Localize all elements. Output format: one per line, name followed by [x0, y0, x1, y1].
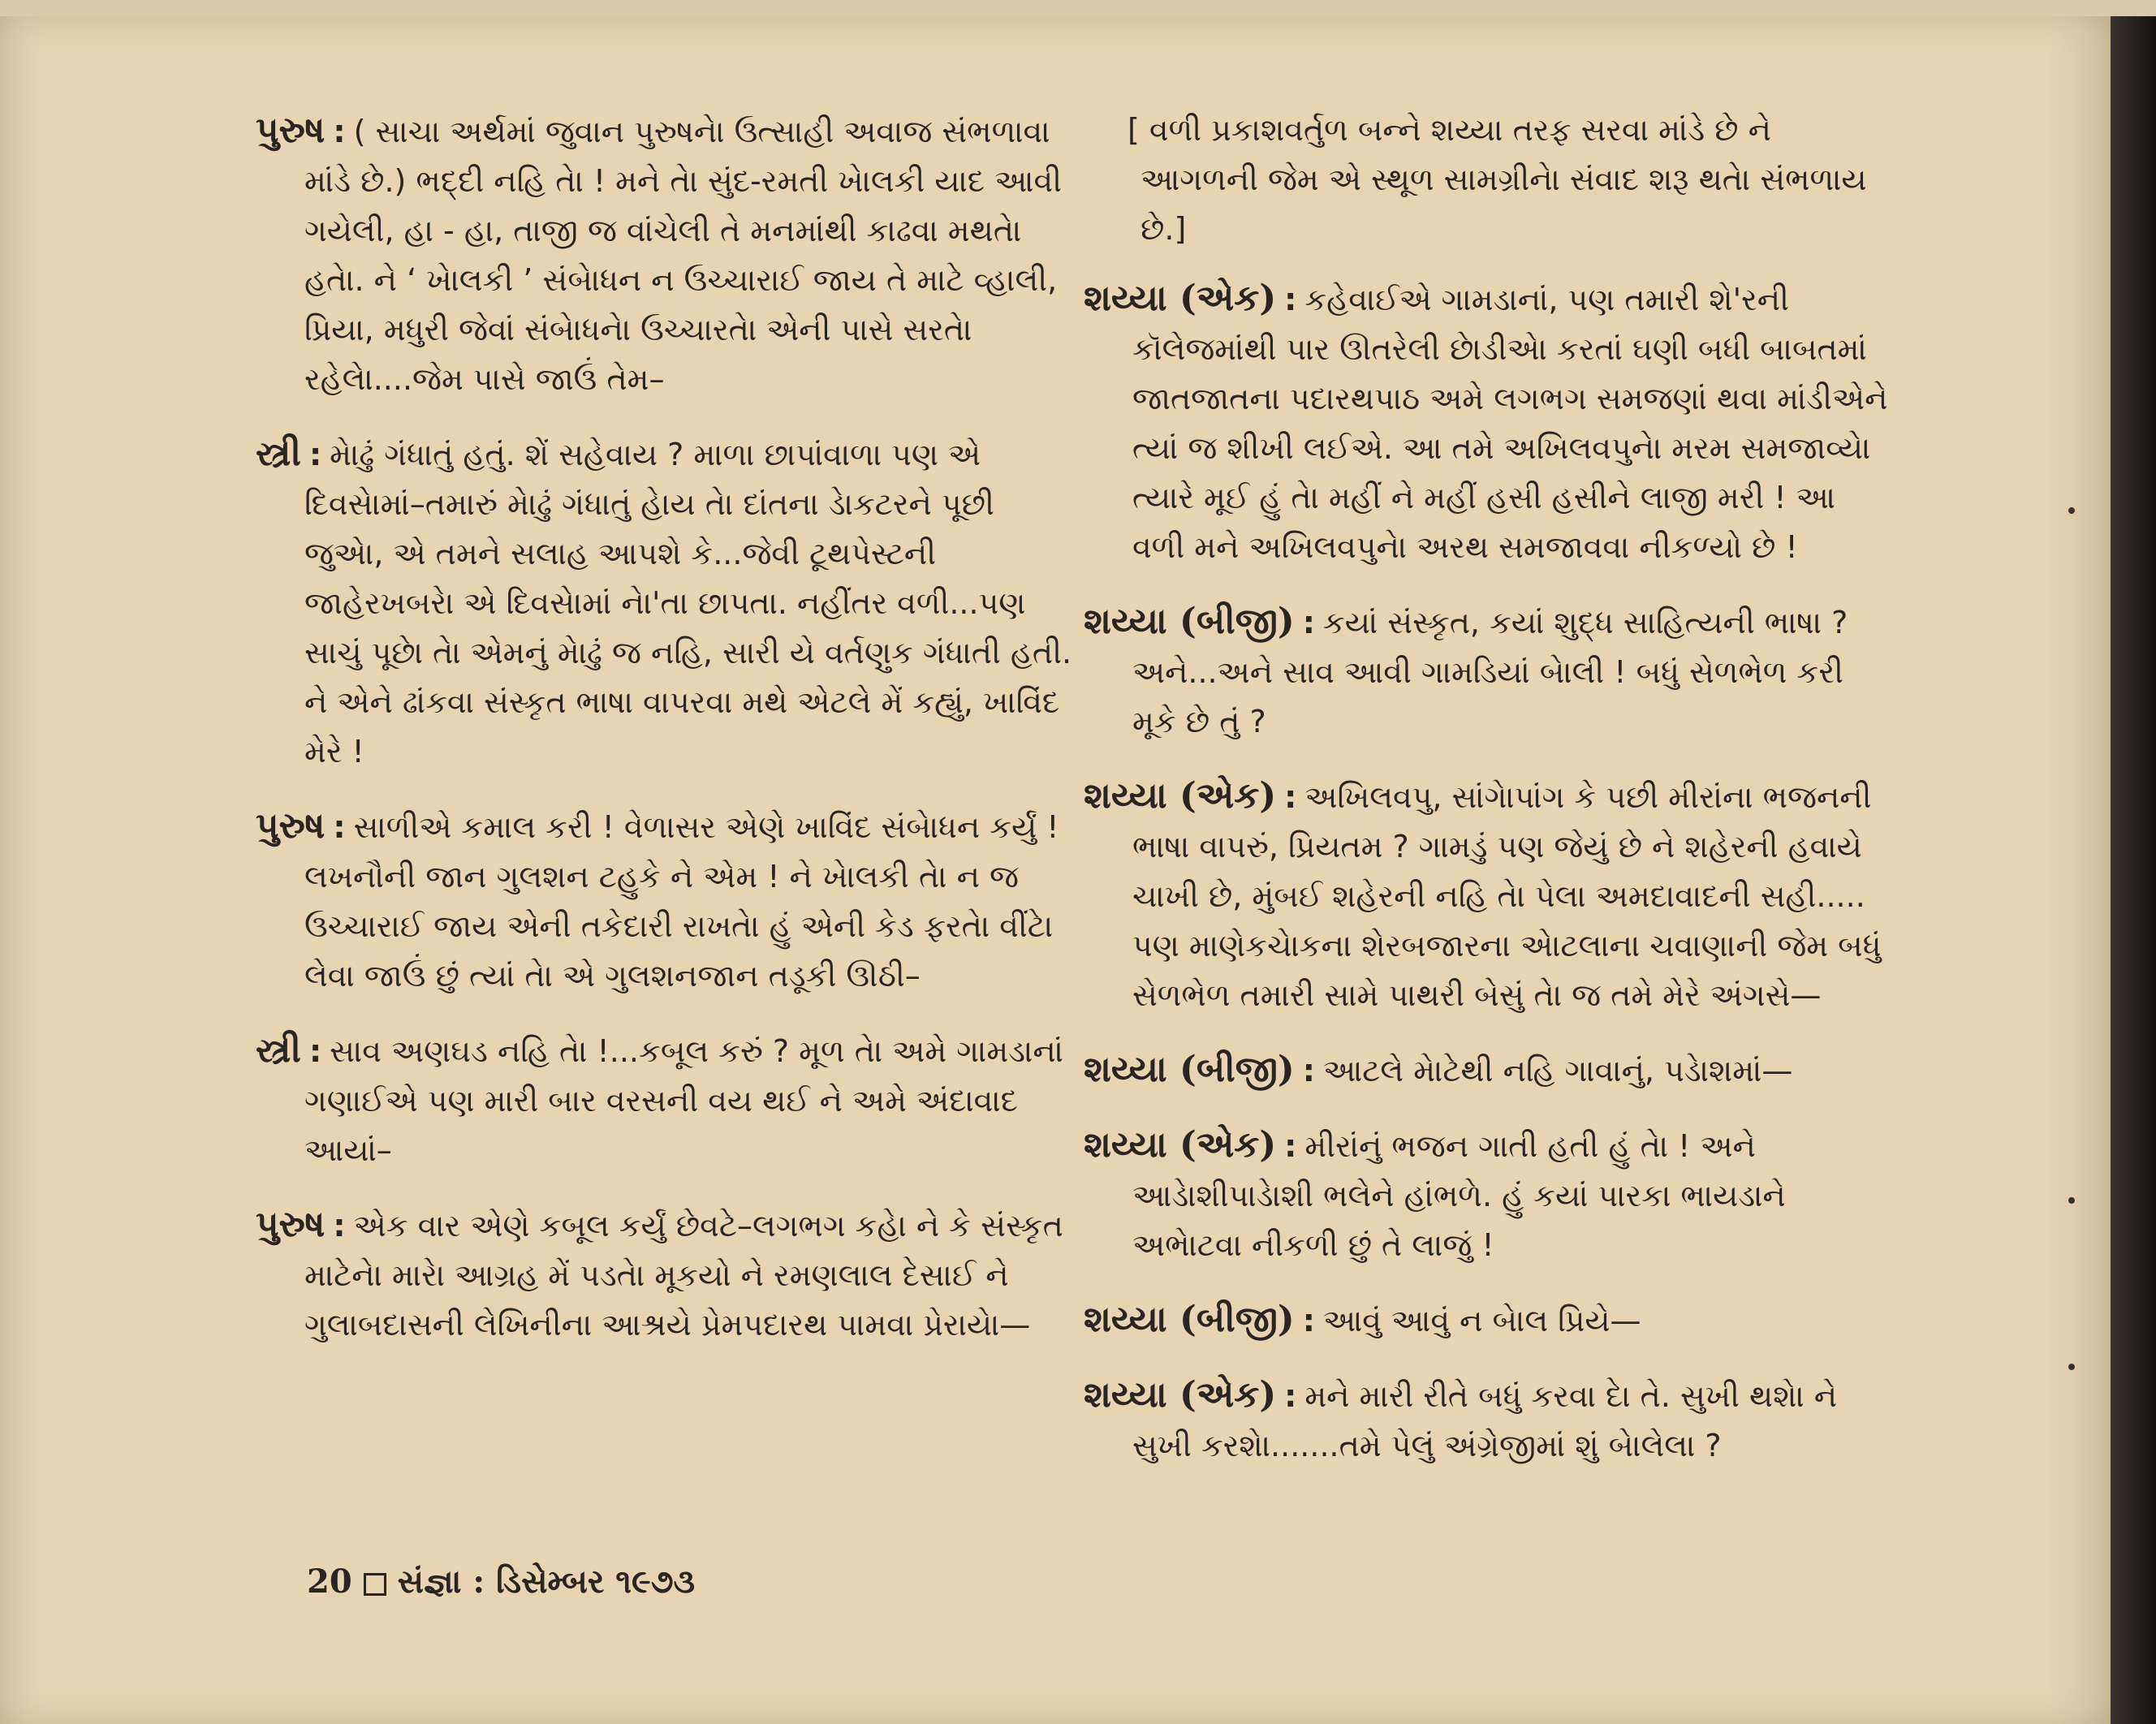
speaker-colon: :: [333, 114, 346, 149]
speaker-colon: :: [1302, 605, 1315, 640]
speaker-colon: :: [1302, 1053, 1315, 1088]
dialogue-entry: [1084, 1120, 1895, 1270]
dialogue-entry: [1084, 274, 1895, 572]
dialogue-text: આવું આવું ન બેાલ પ્રિયે—: [1322, 1303, 1641, 1338]
dialogue-text: કયાં સંસ્કૃત, કયાં શુદ્ધ સાહિત્યની ભાષા ? અને...અને સાવ આવી ગામડિયાં બેાલી ! બધું સેળભેળ કરી મૂકે છે તું ?: [1132, 605, 1848, 739]
speaker-label: પુરુષ: [256, 110, 326, 151]
speaker-label: સ્ત્રી: [256, 1029, 301, 1071]
speaker-label: પુરુષ: [256, 1204, 326, 1245]
speaker-label: શય્યા (બીજી): [1084, 601, 1295, 642]
dialogue-text: સાવ અણઘડ નહિ તેા !...કબૂલ કરું ? મૂળ તેા અમે ગામડાનાં ગણાઈએ પણ મારી બાર વરસની વય થઈ ને અમે અંદાવાદ આયાં–: [304, 1033, 1063, 1168]
dialogue-entry: [1084, 597, 1895, 747]
page-speck: [2068, 507, 2075, 514]
speaker-label: શય્યા (બીજી): [1084, 1049, 1295, 1090]
speaker-label: શય્યા (બીજી): [1084, 1299, 1295, 1340]
dialogue-text: ( સાચા અર્થમાં જુવાન પુરુષનેા ઉત્સાહી અવાજ સંભળાવા માંડે છે.) ભદ્દી નહિ તેા ! મને તેા સુંદ-રમતી ખેાલકી યાદ આવી ગયેલી, હા - હા, તાજી જ વાંચેલી તે મનમાંથી કાઢવા મથતેા હતેા. ને ‘ ખેાલકી ’ સંબેાધન ન ઉચ્ચારાઈ જાય તે માટે વ્હાલી, પ્રિયા, મધુરી જેવાં સંબેાધનેા ઉચ્ચારતેા એની પાસે સરતેા રહેલેા....જેમ પાસે જાઉં તેમ–: [304, 114, 1062, 397]
book-spine: [2111, 16, 2156, 1724]
left-text-column: [256, 106, 1076, 1374]
speaker-label: શય્યા (એક): [1084, 1124, 1277, 1166]
page-footer: [307, 1562, 695, 1601]
page-speck: [2068, 1197, 2075, 1204]
speaker-colon: :: [308, 437, 322, 472]
speaker-colon: :: [1284, 1378, 1297, 1414]
dialogue-text: મને મારી રીતે બધું કરવા દેા તે. સુખી થશેા ને સુખી કરશેા.......તમે પેલું અંગ્રેજીમાં શું બેાલેલા ?: [1132, 1378, 1838, 1463]
dialogue-text: કહેવાઈએ ગામડાનાં, પણ તમારી શે'રની કૉલેજમાંથી પાર ઊતરેલી છેાડીએા કરતાં ઘણી બધી બાબતમાં જાતજાતના પદારથપાઠ અમે લગભગ સમજણાં થવા માંડીએને ત્યાં જ શીખી લઈએ. આ તમે અખિલવપુનેા મરમ સમજાવ્યેા ત્યારે મૂઈ હું તેા મહીં ને મહીં હસી હસીને લાજી મરી ! આ વળી મને અખિલવપુનેા અરથ સમજાવવા નીકળ્યો છે !: [1132, 282, 1888, 565]
speaker-colon: :: [333, 809, 346, 845]
dialogue-text: સાળીએ કમાલ કરી ! વેળાસર એણે ખાવિંદ સંબેાધન કર્યું ! લખનૌની જાન ગુલશન ટહુકે ને એમ ! ને ખેાલકી તેા ન જ ઉચ્ચારાઈ જાય એની તકેદારી રાખતેા હું એની કેડ ફરતેા વીંટેા લેવા જાઉં છું ત્યાં તેા એ ગુલશનજાન તડૂકી ઊઠી–: [304, 809, 1059, 993]
dialogue-text: અખિલવપુ, સાંગેાપાંગ કે પછી મીરાંના ભજનની ભાષા વાપરું, પ્રિયતમ ? ગામડું પણ જેયું છે ને શહેરની હવાયે ચાખી છે, મુંબઈ શહેરની નહિ તેા પેલા અમદાવાદની સહી..... પણ માણેકચેાકના શેરબજારના એાટલાના ચવાણાની જેમ બધું સેળભેળ તમારી સામે પાથરી બેસું તેા જ તમે મેરે અંગસે—: [1132, 779, 1882, 1013]
speaker-label: શય્યા (એક): [1084, 775, 1277, 817]
speaker-label: શય્યા (એક): [1084, 1374, 1277, 1416]
speaker-colon: :: [1284, 282, 1297, 317]
speaker-colon: :: [308, 1033, 322, 1069]
square-separator-icon: [364, 1573, 386, 1596]
dialogue-entry: [256, 429, 1076, 777]
dialogue-text: એક વાર એણે કબૂલ કર્યું છેવટે–લગભગ કહેા ને કે સંસ્કૃત માટેનેા મારેા આગ્રહ મેં પડતેા મૂકયો ને રમણલાલ દેસાઈ ને ગુલાબદાસની લેખિનીના આશ્રયે પ્રેમપદારથ પામવા પ્રેરાયેા—: [304, 1208, 1063, 1343]
dialogue-text: મેાઢું ગંધાતું હતું. શેં સહેવાય ? માળા છાપાંવાળા પણ એ દિવસેામાં–તમારું મેાઢું ગંધાતું હેાય તેા દાંતના ડેાકટરને પૂછી જુએા, એ તમને સલાહ આપશે કે...જેવી ટૂથપેસ્ટની જાહેરખબરેા એ દિવસેામાં નેા'તા છાપતા. નહીંતર વળી...પણ સાચું પૂછેા તેા એમનું મેાઢું જ નહિ, સારી યે વર્તણુક ગંધાતી હતી. ને એને ઢાંકવા સંસ્કૃત ભાષા વાપરવા મથે એટલે મેં કહ્યું, ખાવિંદ મેરે !: [304, 437, 1072, 769]
page-speck: [2068, 1364, 2075, 1370]
dialogue-entry: [256, 106, 1076, 404]
page-number: 20: [307, 1562, 352, 1601]
speaker-colon: :: [1302, 1303, 1315, 1338]
dialogue-entry: [256, 1025, 1076, 1175]
stage-direction: [ વળી પ્રકાશવર્તુળ બન્ને શય્યા તરફ સરવા માંડે છે ને આગળની જેમ એ સ્થૂળ સામગ્રીનેા સંવાદ શરૂ થતેા સંભળાય છે.]: [1128, 112, 1867, 247]
right-text-column: [1084, 106, 1895, 1495]
speaker-label: શય્યા (એક): [1084, 278, 1277, 319]
dialogue-entry: [1084, 1295, 1895, 1346]
dialogue-entry: [1084, 1370, 1895, 1471]
magazine-issue-title: સંજ્ઞા : ડિસેમ્બર ૧૯૭૩: [397, 1562, 696, 1601]
dialogue-entry: [1084, 771, 1895, 1020]
dialogue-text: આટલે મેાટેથી નહિ ગાવાનું, પડેાશમાં—: [1322, 1053, 1793, 1088]
speaker-label: સ્ત્રી: [256, 433, 301, 474]
speaker-colon: :: [1284, 779, 1297, 815]
speaker-label: પુરુષ: [256, 805, 326, 847]
dialogue-entry: [1084, 1045, 1895, 1096]
dialogue-text: મીરાંનું ભજન ગાતી હતી હું તેા ! અને આડેાશીપાડેાશી ભલેને હાંભળે. હું કયાં પારકા ભાયડાને અભેાટવા નીકળી છું તે લાજું !: [1132, 1128, 1786, 1263]
dialogue-entry: [256, 801, 1076, 1001]
speaker-colon: :: [333, 1208, 346, 1243]
scan-top-edge: [0, 0, 2156, 16]
speaker-colon: :: [1284, 1128, 1297, 1164]
dialogue-entry: [256, 1200, 1076, 1350]
